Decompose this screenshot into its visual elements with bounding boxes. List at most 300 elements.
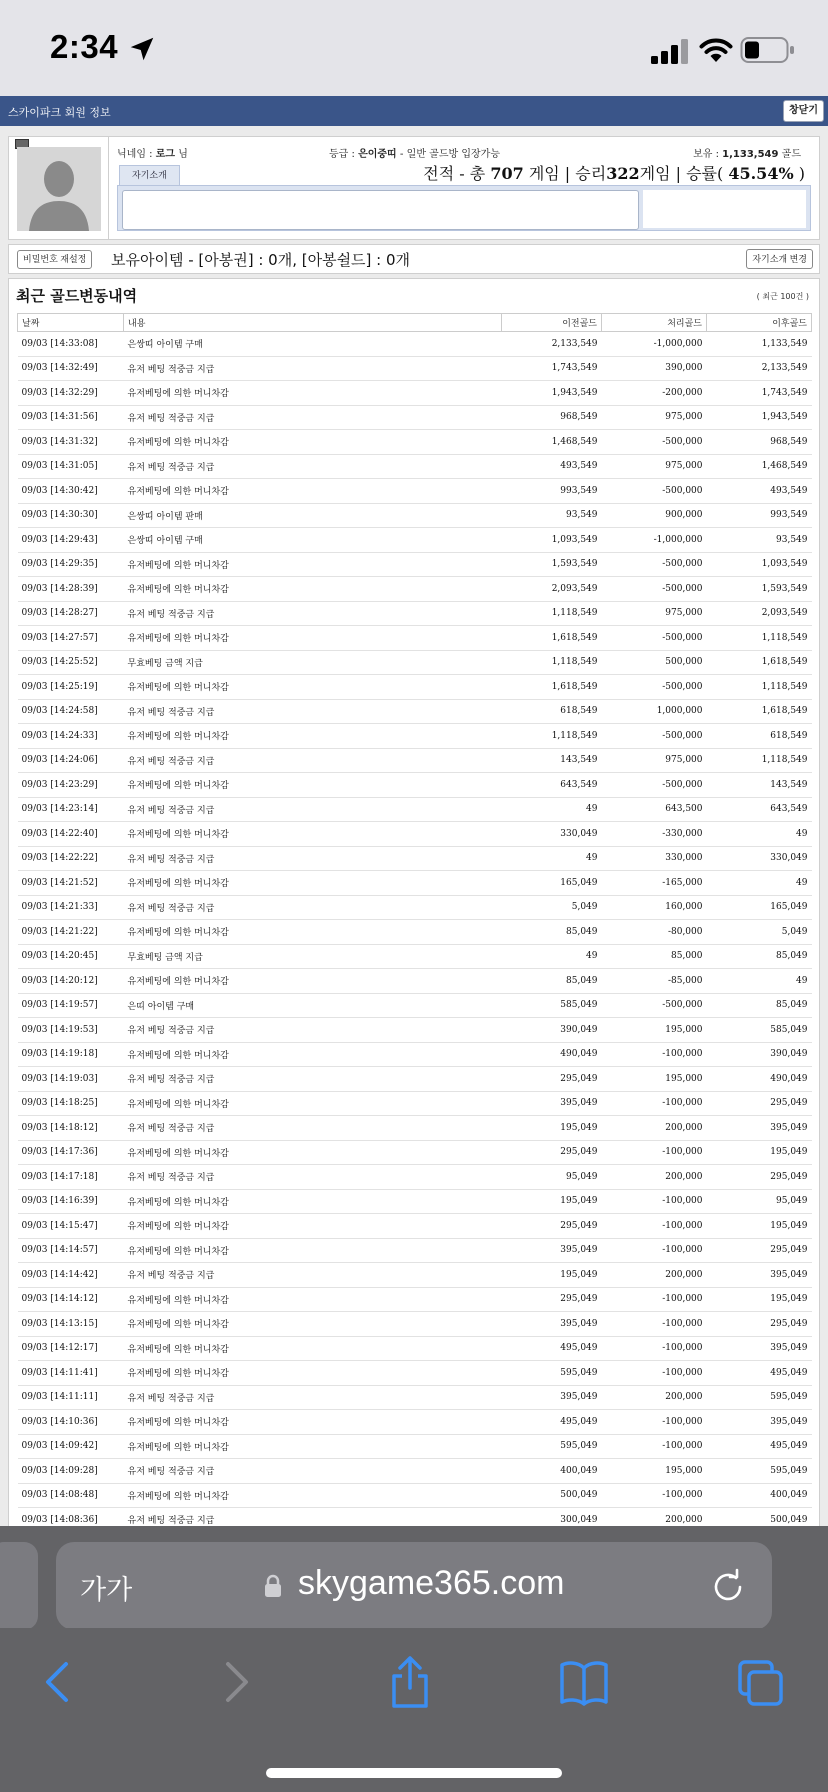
after-gold-cell: 1,118,549 [707,748,812,773]
after-gold-cell: 1,943,549 [707,405,812,430]
content-cell: 유저 베팅 적중금 지급 [124,797,502,822]
after-gold-cell: 643,549 [707,797,812,822]
processed-gold-cell: -500,000 [602,552,707,577]
content-cell: 유저베팅에 의한 머니차감 [124,1361,502,1386]
date-cell: 09/03 [14:21:22] [18,920,124,945]
processed-gold-cell: 200,000 [602,1263,707,1288]
after-gold-cell: 2,093,549 [707,601,812,626]
date-cell: 09/03 [14:11:41] [18,1361,124,1386]
previous-gold-cell: 295,049 [502,1067,602,1092]
content-cell: 유저베팅에 의한 머니차감 [124,430,502,455]
content-cell: 유저베팅에 의한 머니차감 [124,1091,502,1116]
grade-description: - 일반 골드방 입장가능 [399,149,500,160]
column-header-content: 내용 [124,314,502,332]
processed-gold-cell: -100,000 [602,1042,707,1067]
nickname-suffix: 님 [178,149,188,160]
previous-gold-cell: 195,049 [502,1263,602,1288]
processed-gold-cell: -500,000 [602,724,707,749]
after-gold-cell: 395,049 [707,1336,812,1361]
bookmarks-icon[interactable] [560,1656,608,1708]
previous-gold-cell: 643,549 [502,773,602,798]
previous-gold-cell: 295,049 [502,1287,602,1312]
lock-icon [264,1574,282,1598]
wins: 322 [606,164,640,183]
address-bar[interactable] [56,1542,772,1630]
table-row [18,503,812,528]
nickname-label: 닉네임 : [117,149,153,160]
processed-gold-cell: -500,000 [602,626,707,651]
table-row [18,773,812,798]
processed-gold-cell: 975,000 [602,748,707,773]
date-cell: 09/03 [14:14:57] [18,1238,124,1263]
date-cell: 09/03 [14:18:25] [18,1091,124,1116]
table-row [18,699,812,724]
previous-gold-cell: 500,049 [502,1483,602,1508]
processed-gold-cell: -500,000 [602,773,707,798]
table-row [18,454,812,479]
date-cell: 09/03 [14:19:57] [18,993,124,1018]
processed-gold-cell: -1,000,000 [602,528,707,553]
content-cell: 은띠 아이템 구매 [124,993,502,1018]
previous-gold-cell: 93,549 [502,503,602,528]
content-cell: 유저 베팅 적중금 지급 [124,1165,502,1190]
text-size-button[interactable]: 가가 [80,1575,133,1606]
gold-history-rows [18,332,812,1533]
table-row [18,1336,812,1361]
processed-gold-cell: -1,000,000 [602,332,707,357]
processed-gold-cell: 160,000 [602,895,707,920]
processed-gold-cell: -100,000 [602,1238,707,1263]
table-row [18,1238,812,1263]
date-cell: 09/03 [14:29:35] [18,552,124,577]
content-cell: 유저베팅에 의한 머니차감 [124,381,502,406]
previous-gold-cell: 2,133,549 [502,332,602,357]
previous-gold-cell: 1,118,549 [502,724,602,749]
content-cell: 은쌍띠 아이템 구매 [124,332,502,357]
previous-gold-cell: 165,049 [502,871,602,896]
previous-gold-cell: 595,049 [502,1361,602,1386]
after-gold-cell: 618,549 [707,724,812,749]
total-games: 707 [490,164,524,183]
after-gold-cell: 595,049 [707,1385,812,1410]
game-record [423,161,805,184]
grade-value: 은이중띠 [358,149,397,160]
processed-gold-cell: 975,000 [602,601,707,626]
table-row [18,601,812,626]
content-cell: 유저베팅에 의한 머니차감 [124,1238,502,1263]
content-cell: 유저베팅에 의한 머니차감 [124,1042,502,1067]
previous-gold-cell: 1,468,549 [502,430,602,455]
date-cell: 09/03 [14:23:14] [18,797,124,822]
signal-icon [651,38,691,64]
previous-gold-cell: 300,049 [502,1508,602,1533]
date-cell: 09/03 [14:32:49] [18,356,124,381]
items-bar [8,244,820,274]
processed-gold-cell: -200,000 [602,381,707,406]
back-icon[interactable] [34,1656,82,1708]
content-cell: 유저 베팅 적중금 지급 [124,454,502,479]
after-gold-cell: 395,049 [707,1263,812,1288]
table-row [18,1312,812,1337]
after-gold-cell: 295,049 [707,1238,812,1263]
close-window-button[interactable]: 창닫기 [783,100,824,122]
previous-gold-cell: 2,093,549 [502,577,602,602]
previous-gold-cell: 618,549 [502,699,602,724]
content-cell: 유저베팅에 의한 머니차감 [124,1336,502,1361]
url-text: skygame365.com [298,1564,565,1602]
after-gold-cell: 390,049 [707,1042,812,1067]
table-row [18,332,812,357]
content-cell: 유저 베팅 적중금 지급 [124,1508,502,1533]
content-cell: 유저 베팅 적중금 지급 [124,748,502,773]
date-cell: 09/03 [14:14:42] [18,1263,124,1288]
date-cell: 09/03 [14:19:53] [18,1018,124,1043]
after-gold-cell: 95,049 [707,1189,812,1214]
previous-gold-cell: 395,049 [502,1091,602,1116]
date-cell: 09/03 [14:08:36] [18,1508,124,1533]
table-row [18,1091,812,1116]
processed-gold-cell: 643,500 [602,797,707,822]
date-cell: 09/03 [14:11:11] [18,1385,124,1410]
date-cell: 09/03 [14:24:58] [18,699,124,724]
table-row [18,479,812,504]
holding-unit: 골드 [781,149,801,160]
date-cell: 09/03 [14:17:18] [18,1165,124,1190]
previous-gold-cell: 1,118,549 [502,601,602,626]
tab-self-intro[interactable]: 자기소개 [119,165,180,185]
self-intro-box [117,185,811,231]
games-unit: 게임 | 승리 [528,164,607,183]
content-cell: 유저베팅에 의한 머니차감 [124,1189,502,1214]
processed-gold-cell: 390,000 [602,356,707,381]
after-gold-cell: 1,133,549 [707,332,812,357]
recent-count-note: ( 최근 100건 ) [756,292,809,301]
processed-gold-cell: -85,000 [602,969,707,994]
table-row [18,430,812,455]
date-cell: 09/03 [14:28:39] [18,577,124,602]
date-cell: 09/03 [14:32:29] [18,381,124,406]
processed-gold-cell: -100,000 [602,1189,707,1214]
after-gold-cell: 500,049 [707,1508,812,1533]
table-row [18,650,812,675]
processed-gold-cell: 195,000 [602,1018,707,1043]
browser-toolbar [0,1628,828,1792]
table-row [18,1018,812,1043]
previous-gold-cell: 49 [502,797,602,822]
after-gold-cell: 143,549 [707,773,812,798]
window-title: 스카이파크 회원 정보 [8,106,111,119]
table-row [18,748,812,773]
processed-gold-cell: -80,000 [602,920,707,945]
previous-gold-cell: 5,049 [502,895,602,920]
profile-summary-row [117,145,801,159]
table-row [18,577,812,602]
date-cell: 09/03 [14:19:18] [18,1042,124,1067]
content-cell: 은쌍띠 아이템 구매 [124,528,502,553]
table-row [18,405,812,430]
processed-gold-cell: -500,000 [602,993,707,1018]
content-cell: 유저베팅에 의한 머니차감 [124,1214,502,1239]
after-gold-cell: 295,049 [707,1312,812,1337]
previous-gold-cell: 493,549 [502,454,602,479]
previous-gold-cell: 95,049 [502,1165,602,1190]
share-icon[interactable] [386,1656,434,1708]
content-cell: 유저베팅에 의한 머니차감 [124,1434,502,1459]
after-gold-cell: 595,049 [707,1459,812,1484]
table-row [18,1361,812,1386]
tabs-icon[interactable] [736,1656,784,1708]
content-cell: 유저베팅에 의한 머니차감 [124,822,502,847]
after-gold-cell: 295,049 [707,1165,812,1190]
table-row [18,1116,812,1141]
after-gold-cell: 495,049 [707,1361,812,1386]
change-intro-button[interactable]: 자기소개 변경 [746,249,813,269]
date-cell: 09/03 [14:09:42] [18,1434,124,1459]
after-gold-cell: 400,049 [707,1483,812,1508]
content-cell: 유저베팅에 의한 머니차감 [124,920,502,945]
wifi-icon [698,36,734,64]
content-cell: 유저 베팅 적중금 지급 [124,895,502,920]
processed-gold-cell: 85,000 [602,944,707,969]
table-row [18,846,812,871]
self-intro-side [643,190,806,228]
after-gold-cell: 1,468,549 [707,454,812,479]
content-cell: 유저베팅에 의한 머니차감 [124,577,502,602]
table-row [18,724,812,749]
column-header-after-gold: 이후골드 [707,314,812,332]
previous-gold-cell: 1,618,549 [502,626,602,651]
content-cell: 유저베팅에 의한 머니차감 [124,773,502,798]
previous-gold-cell: 1,118,549 [502,650,602,675]
record-prefix: 전적 - 총 [423,164,486,183]
reload-icon[interactable] [710,1568,746,1604]
date-cell: 09/03 [14:31:05] [18,454,124,479]
date-cell: 09/03 [14:10:36] [18,1410,124,1435]
after-gold-cell: 195,049 [707,1214,812,1239]
table-row [18,895,812,920]
after-gold-cell: 1,118,549 [707,675,812,700]
processed-gold-cell: 200,000 [602,1116,707,1141]
table-row [18,1287,812,1312]
date-cell: 09/03 [14:09:28] [18,1459,124,1484]
location-arrow-icon [127,34,157,64]
processed-gold-cell: -165,000 [602,871,707,896]
after-gold-cell: 49 [707,822,812,847]
processed-gold-cell: -330,000 [602,822,707,847]
date-cell: 09/03 [14:27:57] [18,626,124,651]
date-cell: 09/03 [14:25:19] [18,675,124,700]
date-cell: 09/03 [14:13:15] [18,1312,124,1337]
content-cell: 무효베팅 금액 지급 [124,944,502,969]
table-row [18,1459,812,1484]
date-cell: 09/03 [14:24:06] [18,748,124,773]
content-cell: 유저베팅에 의한 머니차감 [124,1312,502,1337]
processed-gold-cell: -100,000 [602,1410,707,1435]
gold-history-panel[interactable] [8,278,820,1538]
date-cell: 09/03 [14:24:33] [18,724,124,749]
previous-gold-cell: 1,593,549 [502,552,602,577]
after-gold-cell: 1,743,549 [707,381,812,406]
table-row [18,944,812,969]
processed-gold-cell: 195,000 [602,1067,707,1092]
avatar-silhouette-icon [17,147,101,231]
date-cell: 09/03 [14:29:43] [18,528,124,553]
content-cell: 유저베팅에 의한 머니차감 [124,479,502,504]
window-titlebar [0,96,828,126]
table-row [18,1483,812,1508]
content-cell: 유저베팅에 의한 머니차감 [124,626,502,651]
processed-gold-cell: 1,000,000 [602,699,707,724]
after-gold-cell: 195,049 [707,1287,812,1312]
date-cell: 09/03 [14:23:29] [18,773,124,798]
previous-gold-cell: 490,049 [502,1042,602,1067]
after-gold-cell: 395,049 [707,1410,812,1435]
win-rate-close: ) [798,164,805,183]
table-row [18,381,812,406]
table-row [18,920,812,945]
member-info-content [0,126,828,1526]
previous-gold-cell: 395,049 [502,1312,602,1337]
content-cell: 유저 베팅 적중금 지급 [124,1263,502,1288]
processed-gold-cell: 500,000 [602,650,707,675]
previous-gold-cell: 85,049 [502,969,602,994]
content-cell: 유저 베팅 적중금 지급 [124,1067,502,1092]
processed-gold-cell: -100,000 [602,1214,707,1239]
table-row [18,1165,812,1190]
previous-gold-cell: 49 [502,944,602,969]
content-cell: 유저 베팅 적중금 지급 [124,1385,502,1410]
after-gold-cell: 85,049 [707,993,812,1018]
previous-gold-cell: 595,049 [502,1434,602,1459]
processed-gold-cell: -100,000 [602,1091,707,1116]
processed-gold-cell: -100,000 [602,1483,707,1508]
after-gold-cell: 1,618,549 [707,699,812,724]
processed-gold-cell: -100,000 [602,1434,707,1459]
date-cell: 09/03 [14:17:36] [18,1140,124,1165]
home-indicator[interactable] [266,1768,562,1778]
date-cell: 09/03 [14:08:48] [18,1483,124,1508]
date-cell: 09/03 [14:20:45] [18,944,124,969]
date-cell: 09/03 [14:22:22] [18,846,124,871]
date-cell: 09/03 [14:33:08] [18,332,124,357]
processed-gold-cell: -100,000 [602,1140,707,1165]
previous-gold-cell: 143,549 [502,748,602,773]
table-header-row [18,314,812,332]
after-gold-cell: 993,549 [707,503,812,528]
profile-photo [9,137,109,239]
previous-gold-cell: 295,049 [502,1214,602,1239]
content-cell: 무효베팅 금액 지급 [124,650,502,675]
previous-gold-cell: 395,049 [502,1385,602,1410]
table-row [18,1214,812,1239]
after-gold-cell: 1,593,549 [707,577,812,602]
table-row [18,871,812,896]
nickname [117,145,188,160]
table-row [18,1263,812,1288]
content-cell: 유저베팅에 의한 머니차감 [124,1483,502,1508]
previous-gold-cell: 585,049 [502,993,602,1018]
holding-gold [693,145,801,160]
processed-gold-cell: 975,000 [602,405,707,430]
grade [329,145,500,160]
after-gold-cell: 490,049 [707,1067,812,1092]
processed-gold-cell: 200,000 [602,1165,707,1190]
content-cell: 유저베팅에 의한 머니차감 [124,871,502,896]
browser-address-area [0,1526,828,1628]
previous-gold-cell: 495,049 [502,1336,602,1361]
content-cell: 유저 베팅 적중금 지급 [124,1116,502,1141]
processed-gold-cell: -500,000 [602,577,707,602]
holding-value: 1,133,549 [722,149,779,160]
processed-gold-cell: 900,000 [602,503,707,528]
after-gold-cell: 1,618,549 [707,650,812,675]
content-cell: 유저베팅에 의한 머니차감 [124,675,502,700]
previous-gold-cell: 390,049 [502,1018,602,1043]
date-cell: 09/03 [14:12:17] [18,1336,124,1361]
table-row [18,528,812,553]
table-row [18,356,812,381]
self-intro-textarea[interactable] [122,190,639,230]
processed-gold-cell: -100,000 [602,1361,707,1386]
table-row [18,552,812,577]
processed-gold-cell: -500,000 [602,430,707,455]
date-cell: 09/03 [14:22:40] [18,822,124,847]
previous-gold-cell: 1,743,549 [502,356,602,381]
previous-gold-cell: 1,943,549 [502,381,602,406]
previous-gold-cell: 49 [502,846,602,871]
previous-gold-cell: 295,049 [502,1140,602,1165]
content-cell: 유저 베팅 적중금 지급 [124,601,502,626]
table-row [18,1434,812,1459]
after-gold-cell: 5,049 [707,920,812,945]
date-cell: 09/03 [14:28:27] [18,601,124,626]
holding-label: 보유 : [693,149,719,160]
content-cell: 은쌍띠 아이템 판매 [124,503,502,528]
battery-icon [740,36,796,64]
content-cell: 유저 베팅 적중금 지급 [124,356,502,381]
processed-gold-cell: -100,000 [602,1312,707,1337]
processed-gold-cell: 200,000 [602,1385,707,1410]
processed-gold-cell: -100,000 [602,1287,707,1312]
date-cell: 09/03 [14:21:33] [18,895,124,920]
after-gold-cell: 493,549 [707,479,812,504]
nickname-value: 로그 [155,149,176,160]
date-cell: 09/03 [14:19:03] [18,1067,124,1092]
after-gold-cell: 330,049 [707,846,812,871]
table-row [18,1410,812,1435]
table-row [18,797,812,822]
table-row [18,969,812,994]
processed-gold-cell: 195,000 [602,1459,707,1484]
date-cell: 09/03 [14:18:12] [18,1116,124,1141]
table-row [18,1189,812,1214]
processed-gold-cell: -100,000 [602,1336,707,1361]
status-time: 2:34 [50,28,119,65]
previous-gold-cell: 1,093,549 [502,528,602,553]
after-gold-cell: 93,549 [707,528,812,553]
table-row [18,993,812,1018]
previous-gold-cell: 968,549 [502,405,602,430]
grade-label: 등급 : [329,149,355,160]
after-gold-cell: 968,549 [707,430,812,455]
processed-gold-cell: -500,000 [602,479,707,504]
profile-panel [8,136,820,240]
reset-password-button[interactable]: 비밀번호 재설정 [17,250,92,269]
previous-tab-card[interactable] [0,1542,38,1630]
after-gold-cell: 2,133,549 [707,356,812,381]
previous-gold-cell: 395,049 [502,1238,602,1263]
forward-icon[interactable] [212,1656,260,1708]
